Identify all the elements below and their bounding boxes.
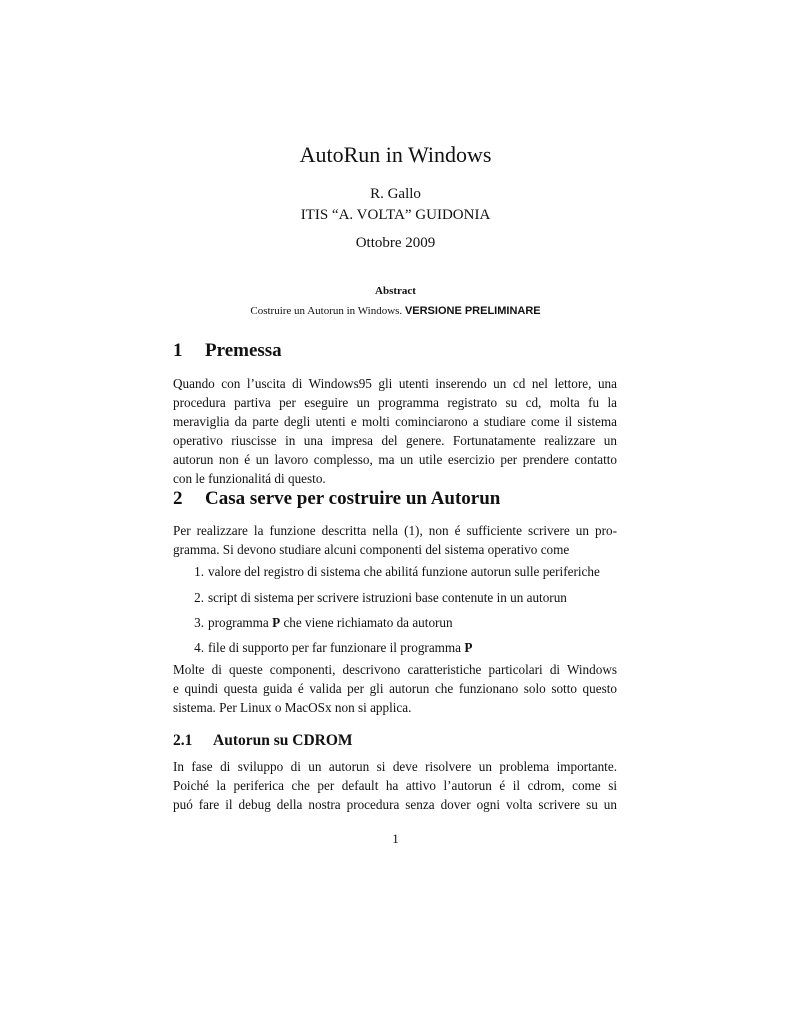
list-item bbox=[173, 590, 617, 606]
document-title: AutoRun in Windows bbox=[299, 142, 492, 167]
text-line: Poiché la periferica che per default ha attivo l’autorun é il cdrom, come si bbox=[173, 778, 617, 793]
section-1-paragraph bbox=[173, 374, 617, 488]
list-number: 3. bbox=[194, 615, 204, 630]
text-line: e quindi questa guida é valida per gli autorun che funzionano solo sotto questo bbox=[173, 681, 617, 696]
institution: ITIS “A. VOLTA” GUIDONIA bbox=[300, 207, 491, 223]
text-line: sistema. Per Linux o MacOSx non si applica. bbox=[173, 700, 412, 715]
section-number: 2 bbox=[173, 488, 183, 509]
text-line: Molte di queste componenti, descrivono caratteristiche particolari di Windows bbox=[173, 662, 617, 677]
section-2-1-heading bbox=[173, 732, 353, 750]
section-title: Casa serve per costruire un Autorun bbox=[205, 488, 501, 509]
list-text: valore del registro di sistema che abilitá funzione autorun sulle periferiche bbox=[208, 564, 600, 579]
list-item bbox=[173, 615, 617, 631]
section-title: Premessa bbox=[205, 340, 282, 361]
list-number: 1. bbox=[194, 564, 204, 579]
section-2-1-paragraph bbox=[173, 757, 617, 814]
document-date: Ottobre 2009 bbox=[355, 235, 436, 251]
text-line: puó fare il debug della nostra procedura senza dover ogni volta scrivere su un bbox=[173, 797, 617, 812]
list-item bbox=[173, 564, 617, 580]
section-number: 1 bbox=[173, 340, 183, 361]
list-text-after: che viene richiamato da autorun bbox=[280, 615, 453, 630]
author-name: R. Gallo bbox=[370, 186, 421, 202]
text-line: meraviglia da parte degli utenti e molti cominciarono a studiare come il sistema bbox=[173, 414, 617, 429]
list-number: 4. bbox=[194, 640, 204, 655]
text-line: procedura partiva per eseguire un programma registrato su cd, molta fu la bbox=[173, 395, 617, 410]
section-2-intro bbox=[173, 521, 617, 559]
section-number: 2.1 bbox=[173, 732, 193, 749]
section-1-heading bbox=[173, 340, 282, 362]
list-bold: P bbox=[272, 615, 281, 630]
page-number: 1 bbox=[392, 831, 399, 846]
section-2-heading bbox=[173, 488, 500, 510]
text-line: In fase di sviluppo di un autorun si deve risolvere un problema importante. bbox=[173, 759, 617, 774]
text-line: autorun non é un lavoro complesso, ma un utile esercizio per prendere contatto bbox=[173, 452, 617, 467]
abstract-text bbox=[0, 305, 791, 317]
list-item bbox=[173, 640, 617, 656]
text-line: con le funzionalitá di questo. bbox=[173, 471, 326, 486]
list-text: file di supporto per far funzionare il programma bbox=[208, 640, 465, 655]
text-line: gramma. Si devono studiare alcuni componenti del sistema operativo come bbox=[173, 542, 570, 557]
text-line: Quando con l’uscita di Windows95 gli utenti inserendo un cd nel lettore, una bbox=[173, 376, 617, 391]
list-text: script di sistema per scrivere istruzioni base contenute in un autorun bbox=[208, 590, 567, 605]
section-2-outro bbox=[173, 660, 617, 717]
abstract-plain: Costruire un Autorun in Windows. bbox=[250, 305, 403, 317]
text-line: operativo riuscisse in una impresa del genere. Fortunatamente realizzare un bbox=[173, 433, 617, 448]
abstract-bold: VERSIONE PRELIMINARE bbox=[404, 305, 541, 317]
section-title: Autorun su CDROM bbox=[213, 732, 353, 749]
text-line: Per realizzare la funzione descritta nella (1), non é sufficiente scrivere un pro- bbox=[173, 523, 617, 538]
abstract-heading: Abstract bbox=[375, 285, 416, 297]
list-text: programma bbox=[208, 615, 273, 630]
list-number: 2. bbox=[194, 590, 204, 605]
list-bold: P bbox=[464, 640, 473, 655]
